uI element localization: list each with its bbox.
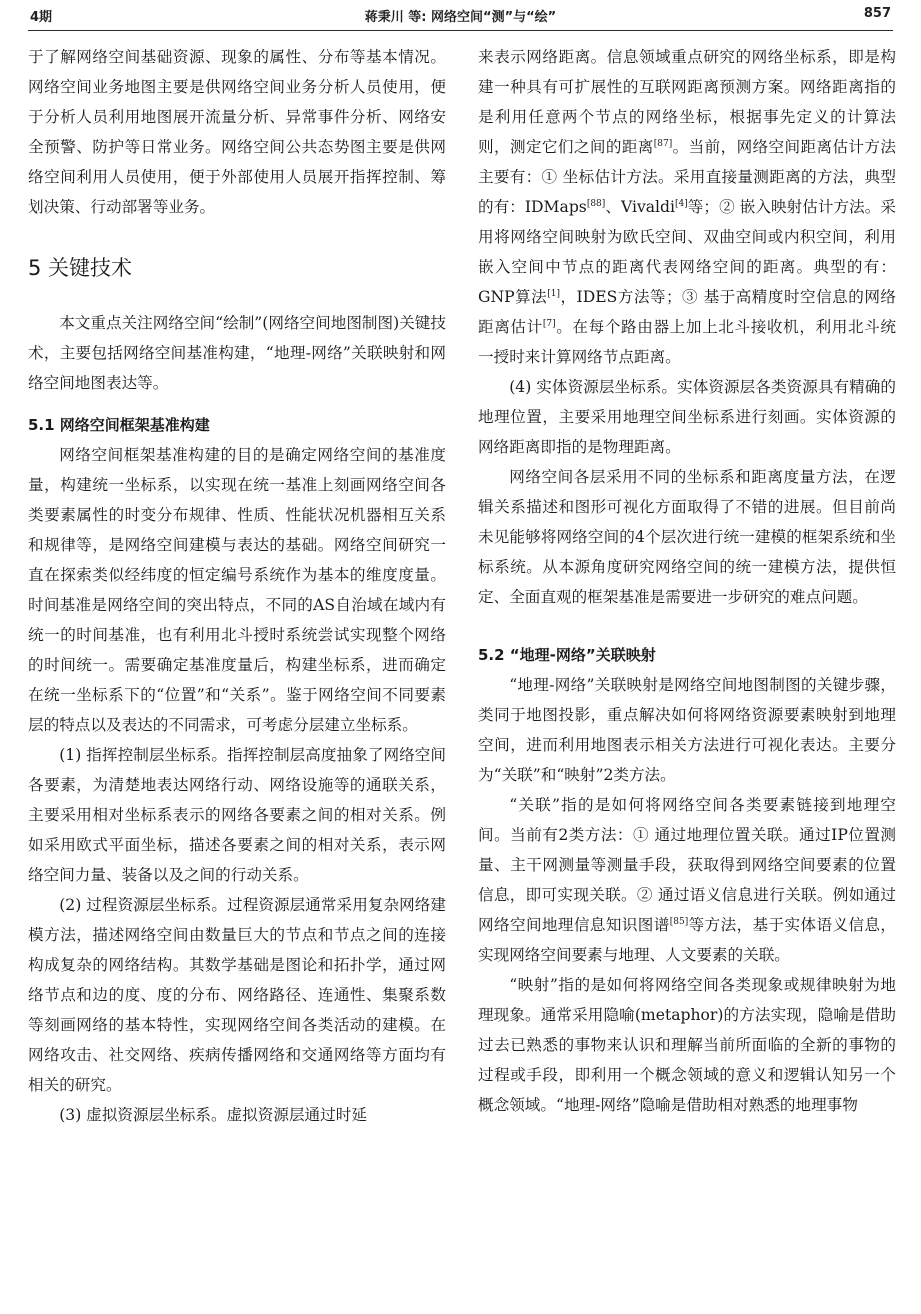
text-segment: 等；② 嵌入映射估计方法。采用将网络空间映射为欧氏空间、双曲空间或内积空间，利用嵌入空间中节点的距离代表网络空间的距离。典型的有：GNP算法 [478, 198, 896, 306]
section-title: 5 关键技术 [28, 256, 133, 280]
paragraph-framework: 网络空间框架基准构建的目的是确定网络空间的基准度量，构建统一坐标系，以实现在统一基准上刻画网络空间各类要素属性的时变分布规律、性质、性能状况机器相互关系和规律等，是网络空间建模与表达的基础。网络空间研究一直在探索类似经纬度的恒定编号系统作为基本的维度度量。时间基准是网络空间的突出特点，不同的AS自治域在域内有统一的时间基准，也有利用北斗授时系统尝试实现整个网络的时间统一。需要确定基准度量后，构建坐标系，进而确定在统一坐标系下的“位置”和“关系”。鉴于网络空间不同要素层的特点以及表达的不同需求，可考虑分层建立坐标系。 [28, 446, 446, 734]
text-segment: 。当前，网络空间距离估计方法主要有：① 坐标估计方法。采用直接量测距离的方法，典型的有：IDMaps [478, 138, 896, 216]
paragraph-association [478, 790, 896, 970]
paragraph-layer-2: (2) 过程资源层坐标系。过程资源层通常采用复杂网络建模方法，描述网络空间由数量巨大的节点和节点之间的连接构成复杂的网络结构。其数学基础是图论和拓扑学，通过网络节点和边的度、度的分布、网络路径、连通性、集聚系数等刻画网络的基本特性，实现网络空间各类活动的建模。在网络攻击、社交网络、疾病传播网络和交通网络等方面均有相关的研究。 [28, 896, 446, 1094]
paragraph-mapping-overview: “地理-网络”关联映射是网络空间地图制图的关键步骤，类同于地图投影，重点解决如何将网络资源要素映射到地理空间，进而利用地图表示相关方法进行可视化表达。主要分为“关联”和“映射”2类方法。 [478, 676, 896, 784]
text-segment: 。在每个路由器上加上北斗接收机，利用北斗统一授时来计算网络节点距离。 [478, 318, 896, 366]
text-segment: 等方法，基于实体语义信息，实现网络空间要素与地理、人文要素的关联。 [478, 916, 896, 964]
paragraph-network-distance [478, 42, 896, 372]
text-segment: “关联”指的是如何将网络空间各类要素链接到地理空间。当前有2类方法：① 通过地理位置关联。通过IP位置测量、主干网测量等测量手段，获取得到网络空间要素的位置信息，即可实现关联。② 通过语义信息进行关联。例如通过网络空间地理信息知识图谱 [478, 796, 896, 934]
paragraph-layer-3: (3) 虚拟资源层坐标系。虚拟资源层通过时延 [59, 1106, 367, 1124]
citation: [4] [675, 198, 688, 209]
citation: [85] [669, 916, 689, 927]
citation: [7] [542, 318, 556, 329]
left-column [28, 42, 446, 1130]
paragraph-summary: 网络空间各层采用不同的坐标系和距离度量方法，在逻辑关系描述和图形可视化方面取得了不错的进展。但目前尚未见能够将网络空间的4个层次进行统一建模的框架系统和坐标系统。从本源角度研究网络空间的统一建模方法，提供恒定、全面直观的框架基准是需要进一步研究的难点问题。 [478, 468, 896, 606]
paragraph-layer-1: (1) 指挥控制层坐标系。指挥控制层高度抽象了网络空间各要素，为清楚地表达网络行动、网络设施等的通联关系，主要采用相对坐标系表示的网络各要素之间的相对关系。例如采用欧式平面坐标，描述各要素之间的相对关系，表示网络空间力量、装备以及之间的行动关系。 [28, 746, 446, 884]
spacer [478, 612, 896, 628]
running-title: 蒋秉川 等: 网络空间“测”与“绘” [364, 10, 557, 25]
citation: [87] [653, 138, 673, 149]
running-header [28, 0, 893, 31]
subsection-title-5-2: 5.2 “地理-网络”关联映射 [478, 646, 656, 664]
paragraph-mapping-metaphor: “映射”指的是如何将网络空间各类现象或规律映射为地理现象。通常采用隐喻(metaphor)的方法实现，隐喻是借助过去已熟悉的事物来认识和理解当前所面临的全新的事物的过程或手段，即利用一个概念领域的意义和逻辑认知另一个概念领域。“地理-网络”隐喻是借助相对熟悉的地理事物 [478, 976, 896, 1114]
text-segment: 来表示网络距离。信息领域重点研究的网络坐标系，即是构建一种具有可扩展性的互联网距离预测方案。网络距离指的是利用任意两个节点的网络坐标，根据事先定义的计算法则，测定它们之间的距离 [478, 48, 896, 156]
citation: [88] [586, 198, 606, 209]
citation: [1] [547, 288, 560, 299]
issue-label: 4期 [30, 10, 53, 25]
right-column [478, 42, 896, 1120]
page-number: 857 [863, 6, 891, 21]
paragraph-layer-4: (4) 实体资源层坐标系。实体资源层各类资源具有精确的地理位置，主要采用地理空间坐标系进行刻画。实体资源的网络距离即指的是物理距离。 [478, 378, 896, 456]
paragraph-section-overview: 本文重点关注网络空间“绘制”(网络空间地图制图)关键技术，主要包括网络空间基准构建，“地理-网络”关联映射和网络空间地图表达等。 [28, 314, 446, 392]
subsection-title-5-1: 5.1 网络空间框架基准构建 [28, 416, 210, 434]
text-segment: ，IDES方法等；③ 基于高精度时空信息的网络距离估计 [478, 288, 897, 336]
text-segment: 、Vivaldi [605, 198, 676, 216]
paragraph-intro: 于了解网络空间基础资源、现象的属性、分布等基本情况。网络空间业务地图主要是供网络空间业务分析人员使用，便于分析人员利用地图展开流量分析、异常事件分析、网络安全预警、防护等日常业务。网络空间公共态势图主要是供网络空间利用人员使用，便于外部使用人员展开指挥控制、筹划决策、行动部署等业务。 [28, 48, 446, 216]
